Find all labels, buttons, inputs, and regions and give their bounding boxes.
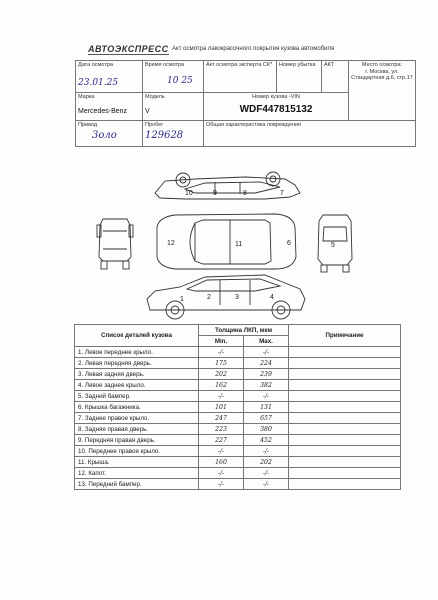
note-cell: [289, 457, 401, 468]
zone-label-5: 5: [331, 242, 335, 249]
drive-value: 3оло: [92, 130, 117, 141]
vin-value: WDF447815132: [239, 104, 313, 115]
brand-label: Марка: [78, 94, 95, 100]
parts-thickness-table: [74, 324, 401, 490]
note-cell: [289, 402, 401, 413]
damage-number-label: Номер убытка: [279, 62, 316, 68]
part-name: 3. Левая задняя дверь.: [75, 369, 199, 380]
note-cell: [289, 479, 401, 490]
min-value: 101: [199, 402, 244, 413]
expert-label: Акт осмотра эксперта СК*: [206, 62, 273, 68]
max-value: 224: [244, 358, 289, 369]
thickness-header: Толщина ЛКП, мкм: [199, 325, 289, 336]
max-value: -/-: [244, 468, 289, 479]
min-value: 227: [199, 435, 244, 446]
min-value: -/-: [199, 446, 244, 457]
document-title: Акт осмотра лакокрасочного покрытия кузова автомобиля: [172, 46, 335, 52]
car-front-view: [97, 219, 133, 269]
mileage-value: 129628: [145, 130, 184, 141]
model-cell: [143, 93, 204, 121]
max-value: -/-: [244, 347, 289, 358]
general-label: Общая характеристика повреждения: [206, 122, 302, 128]
min-header: Min.: [199, 336, 244, 347]
model-value: V: [145, 108, 150, 115]
table-row: [75, 413, 401, 424]
part-name: 2. Левая передняя дверь.: [75, 358, 199, 369]
car-left-side-view: [147, 275, 305, 319]
drive-label: Привод: [78, 122, 98, 128]
zone-label-12: 12: [167, 240, 175, 247]
car-diagram: [95, 165, 365, 320]
max-value: -/-: [244, 446, 289, 457]
max-value: 657: [244, 413, 289, 424]
table-row: [75, 391, 401, 402]
zone-label-7: 7: [280, 190, 284, 197]
part-name: 10. Переднее правое крыло.: [75, 446, 199, 457]
damage-number-cell: [277, 61, 322, 93]
zone-label-9: 9: [213, 190, 217, 197]
max-value: 382: [244, 380, 289, 391]
table-row: [75, 347, 401, 358]
part-name: 7. Заднее правое крыло.: [75, 413, 199, 424]
min-value: 162: [199, 380, 244, 391]
note-cell: [289, 413, 401, 424]
date-label: Дата осмотра: [78, 62, 113, 68]
car-rear-view: [318, 215, 352, 272]
note-cell: [289, 435, 401, 446]
note-cell: [289, 369, 401, 380]
min-value: 247: [199, 413, 244, 424]
note-cell: [289, 380, 401, 391]
zone-label-2: 2: [207, 294, 211, 301]
table-row: [75, 424, 401, 435]
model-label: Модель: [145, 94, 165, 100]
zone-label-11: 11: [235, 241, 243, 248]
location-cell: [349, 61, 416, 121]
max-value: 131: [244, 402, 289, 413]
zone-label-6: 6: [287, 240, 291, 247]
car-top-view: [157, 214, 296, 269]
time-cell: [143, 61, 204, 93]
table-row: [75, 468, 401, 479]
note-cell: [289, 424, 401, 435]
min-value: 202: [199, 369, 244, 380]
max-value: -/-: [244, 479, 289, 490]
note-cell: [289, 358, 401, 369]
general-cell: [204, 121, 416, 147]
min-value: -/-: [199, 347, 244, 358]
part-name: 12. Капот.: [75, 468, 199, 479]
akt-label: АКТ: [324, 62, 335, 68]
vin-cell: [204, 93, 349, 121]
table-row: [75, 435, 401, 446]
parts-list-header: Список деталей кузова: [75, 325, 199, 347]
min-value: 160: [199, 457, 244, 468]
note-cell: [289, 391, 401, 402]
max-value: 202: [244, 457, 289, 468]
min-value: -/-: [199, 391, 244, 402]
date-cell: [76, 61, 143, 93]
time-label: Время осмотра: [145, 62, 185, 68]
table-row: [75, 446, 401, 457]
parts-table-body: [75, 347, 401, 490]
part-name: 9. Передняя правая дверь.: [75, 435, 199, 446]
max-header: Max.: [244, 336, 289, 347]
min-value: 223: [199, 424, 244, 435]
table-row: [75, 479, 401, 490]
brand-value: Mercedes-Benz: [78, 108, 128, 115]
drive-cell: [76, 121, 143, 147]
note-cell: [289, 468, 401, 479]
location-label: Место осмотра:: [361, 62, 403, 68]
table-row: [75, 369, 401, 380]
note-cell: [289, 446, 401, 457]
zone-label-10: 10: [185, 190, 193, 197]
min-value: 175: [199, 358, 244, 369]
vin-label: Номер кузова -VIN: [252, 94, 300, 100]
company-logo: АВТОЭКСПРЕСС: [88, 44, 169, 54]
table-row: [75, 358, 401, 369]
min-value: -/-: [199, 468, 244, 479]
zone-label-8: 8: [243, 190, 247, 197]
mileage-label: Пробег: [145, 122, 164, 128]
note-header: Примечание: [289, 325, 401, 347]
brand-cell: [76, 93, 143, 121]
part-name: 13. Передний бампер.: [75, 479, 199, 490]
part-name: 6. Крышка багажника.: [75, 402, 199, 413]
max-value: 380: [244, 424, 289, 435]
zone-label-4: 4: [270, 294, 274, 301]
part-name: 4. Левое заднее крыло.: [75, 380, 199, 391]
location-value: г. Москва, ул. Стандартная д.6, стр.17: [351, 69, 413, 81]
date-value: 23.01.25: [78, 78, 119, 88]
part-name: 5. Задний бампер.: [75, 391, 199, 402]
part-name: 8. Задняя правая дверь.: [75, 424, 199, 435]
min-value: -/-: [199, 479, 244, 490]
mileage-cell: [143, 121, 204, 147]
table-row: [75, 402, 401, 413]
part-name: 11. Крыша.: [75, 457, 199, 468]
part-name: 1. Левое переднее крыло.: [75, 347, 199, 358]
max-value: 239: [244, 369, 289, 380]
zone-label-1: 1: [180, 296, 184, 303]
vehicle-info-table: [75, 60, 416, 147]
table-row: [75, 457, 401, 468]
zone-label-3: 3: [235, 294, 239, 301]
table-row: [75, 380, 401, 391]
time-value: 10 25: [167, 76, 193, 86]
max-value: 452: [244, 435, 289, 446]
note-cell: [289, 347, 401, 358]
max-value: -/-: [244, 391, 289, 402]
car-right-side-view: [155, 172, 300, 199]
akt-cell: [322, 61, 349, 93]
expert-cell: [204, 61, 277, 93]
